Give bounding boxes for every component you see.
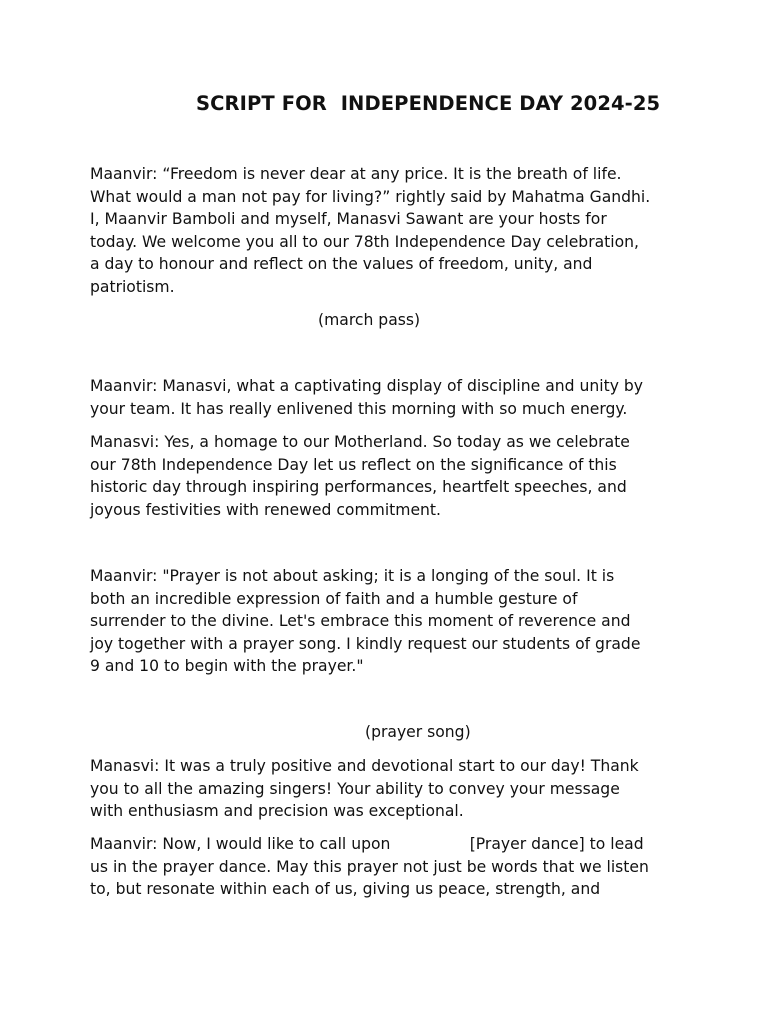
text-line: joy together with a prayer song. I kindly request our students of grade bbox=[90, 634, 641, 653]
text-line: our 78th Independence Day let us reflect on the significance of this bbox=[90, 455, 617, 474]
text-line: both an incredible expression of faith and a humble gesture of bbox=[90, 589, 578, 608]
text-line: us in the prayer dance. May this prayer not just be words that we listen bbox=[90, 857, 649, 876]
text-line: I, Maanvir Bamboli and myself, Manasvi Sawant are your hosts for bbox=[90, 210, 607, 229]
paragraph-intro bbox=[90, 163, 690, 299]
text-line: joyous festivities with renewed commitment. bbox=[90, 500, 442, 519]
text-line: What would a man not pay for living?” rightly said by Mahatma Gandhi. bbox=[90, 187, 651, 206]
text-line: surrender to the divine. Let's embrace this moment of reverence and bbox=[90, 612, 631, 631]
text-line: 9 and 10 to begin with the prayer." bbox=[90, 657, 364, 676]
text-line: your team. It has really enlivened this morning with so much energy. bbox=[90, 399, 628, 418]
text-line: you to all the amazing singers! Your ability to convey your message bbox=[90, 779, 620, 798]
text-line: to, but resonate within each of us, giving us peace, strength, and bbox=[90, 880, 601, 899]
paragraph-manasvi-homage bbox=[90, 431, 690, 521]
text-line: historic day through inspiring performances, heartfelt speeches, and bbox=[90, 478, 627, 497]
stage-direction-prayer-song: (prayer song) bbox=[365, 723, 471, 741]
text-line: Manasvi: It was a truly positive and devotional start to our day! Thank bbox=[90, 757, 639, 775]
document-title: SCRIPT FOR INDEPENDENCE DAY 2024-25 bbox=[196, 92, 661, 115]
paragraph-prayer-intro bbox=[90, 565, 690, 678]
text-line: Maanvir: "Prayer is not about asking; it is a longing of the soul. It is bbox=[90, 567, 615, 585]
paragraph-prayer-dance bbox=[90, 833, 690, 901]
stage-direction-march-pass: (march pass) bbox=[318, 311, 421, 329]
text-line: with enthusiasm and precision was exceptional. bbox=[90, 802, 464, 821]
paragraph-maanvir-display bbox=[90, 375, 690, 420]
text-line: Maanvir: Now, I would like to call upon [Prayer dance] to lead bbox=[90, 835, 644, 853]
text-line: Manasvi: Yes, a homage to our Motherland. So today as we celebrate bbox=[90, 433, 630, 451]
text-line: Maanvir: “Freedom is never dear at any price. It is the breath of life. bbox=[90, 165, 622, 183]
text-line: patriotism. bbox=[90, 277, 175, 296]
text-line: Maanvir: Manasvi, what a captivating display of discipline and unity by bbox=[90, 377, 644, 395]
text-line: a day to honour and reflect on the values of freedom, unity, and bbox=[90, 255, 593, 274]
text-line: today. We welcome you all to our 78th Independence Day celebration, bbox=[90, 232, 639, 251]
paragraph-manasvi-thanks bbox=[90, 755, 690, 823]
